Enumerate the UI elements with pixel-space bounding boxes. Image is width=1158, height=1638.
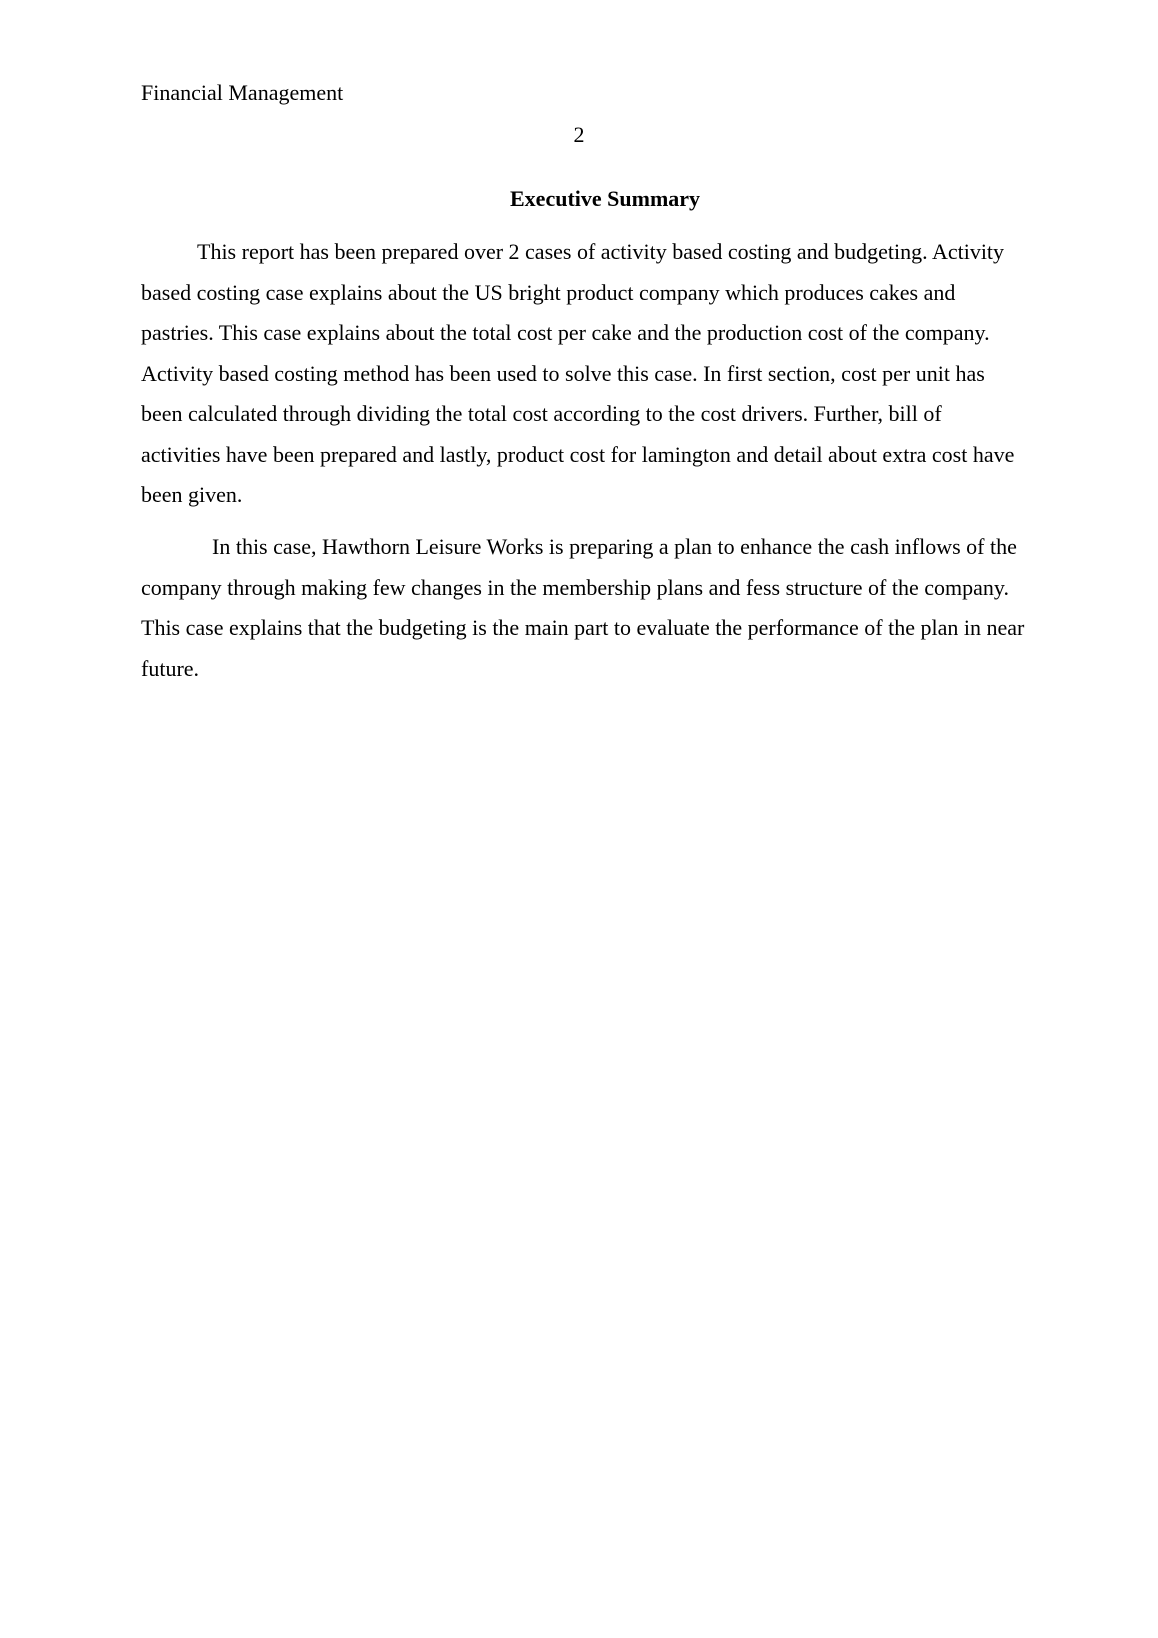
summary-paragraph-2: In this case, Hawthorn Leisure Works is preparing a plan to enhance the cash inflows of the company through making few changes in the membership plans and fess structure of the company. This case explains that the budgeting is the main part to evaluate the performance of the plan in near future.: [141, 534, 1025, 681]
summary-paragraph-1: This report has been prepared over 2 cases of activity based costing and budgeting. Activity based costing case explains about the US bright product company which produces cakes and pastries. This case explains about the total cost per cake and the production cost of the company. Activity based costing method has been used to solve this case. In first section, cost per unit has been calculated through dividing the total cost according to the cost drivers. Further, bill of activities have been prepared and lastly, product cost for lamington and detail about extra cost have been given.: [141, 239, 1015, 507]
section-heading: Executive Summary: [510, 186, 701, 211]
page-number: 2: [573, 122, 585, 147]
running-header: Financial Management: [141, 80, 344, 105]
